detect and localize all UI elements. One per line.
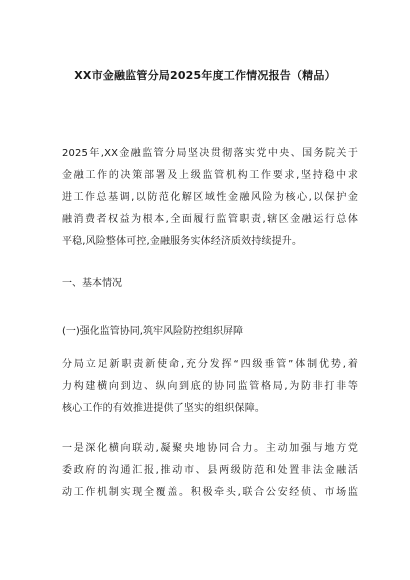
paragraph-line: 一是深化横向联动,凝聚央地协同合力。主动加强与地方党 [62, 443, 358, 454]
paragraph-line: 融消费者权益为根本,全面履行监管职责,辖区金融运行总体 [62, 214, 358, 225]
section-heading: 一、基本情况 [62, 278, 122, 289]
report-title: XX市金融监管分局2025年度工作情况报告（精品） [74, 69, 336, 82]
paragraph-line: 进工作总基调,以防范化解区域性金融风险为核心,以保护金 [62, 192, 358, 203]
paragraph-line: 动工作机制实现全覆盖。积极牵头,联合公安经侦、市场监 [62, 487, 358, 498]
body-paragraph [62, 438, 358, 504]
subsection-heading: (一)强化监管协同,筑牢风险防控组织屏障 [62, 326, 243, 337]
paragraph-line: 平稳,风险整体可控,金融服务实体经济质效持续提升。 [62, 236, 303, 247]
paragraph-line: 委政府的沟通汇报,推动市、县两级防范和处置非法金融活 [62, 465, 358, 476]
body-paragraph [62, 354, 358, 420]
paragraph-line: 力构建横向到边、纵向到底的协同监管格局,为防非打非等 [62, 381, 358, 392]
paragraph-line: 金融工作的决策部署及上级监管机构工作要求,坚持稳中求 [62, 170, 358, 181]
paragraph-line: 分局立足新职责新使命,充分发挥“四级垂管”体制优势,着 [62, 359, 358, 370]
intro-paragraph [62, 143, 358, 253]
paragraph-line: 2025年,XX金融监管分局坚决贯彻落实党中央、国务院关于 [62, 148, 358, 159]
paragraph-line: 核心工作的有效推进提供了坚实的组织保障。 [62, 403, 265, 414]
